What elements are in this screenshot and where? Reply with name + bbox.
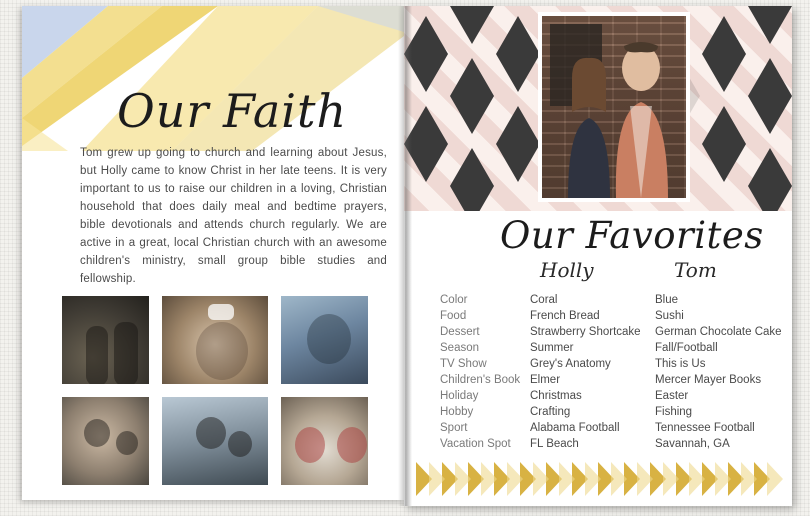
gold-chevron-footer [416, 462, 786, 496]
row-label: Vacation Spot [440, 438, 511, 450]
row-value-tom: Mercer Mayer Books [655, 374, 762, 386]
row-value-tom: German Chocolate Cake [655, 326, 782, 338]
photo-row [60, 294, 370, 386]
row-value-holly: Christmas [530, 390, 582, 402]
chevron-pattern-svg [416, 462, 786, 496]
row-value-holly: Elmer [530, 374, 561, 386]
photo-row [60, 395, 370, 487]
photo-father-and-son-outdoors [160, 395, 270, 487]
row-value-tom: Tennessee Football [655, 422, 755, 434]
photo-couple-at-sunset [60, 294, 151, 386]
right-title-word-our: Our [500, 214, 574, 257]
photo-baby-with-bow [160, 294, 270, 386]
favorites-column-header-holly: Holly [540, 258, 594, 282]
favorites-column-header-tom: Tom [674, 258, 717, 282]
row-value-holly: Alabama Football [530, 422, 620, 434]
photo-man-with-child [279, 294, 370, 386]
left-page [22, 6, 404, 500]
row-value-tom: Sushi [655, 310, 684, 322]
row-value-tom: Easter [655, 390, 689, 402]
table-row [440, 404, 785, 420]
row-label: Season [440, 342, 480, 354]
row-value-tom: Blue [655, 294, 679, 306]
table-row [440, 420, 785, 436]
row-value-tom: Fall/Football [655, 342, 718, 354]
right-page-title [500, 214, 764, 257]
photo-couple-portrait [538, 12, 690, 202]
table-row [440, 372, 785, 388]
left-title-word-our: Our [117, 84, 210, 138]
table-row [440, 388, 785, 404]
right-page-diamond-artwork [404, 6, 792, 211]
table-row [440, 324, 785, 340]
table-row [440, 292, 785, 308]
left-page-body-text: Tom grew up going to church and learning about Jesus, but Holly came to know Christ in her late teens. It is very important to us to raise our children in a loving, Christian household that does daily meal and bedtime prayers, bible devotionals and attends church regularly. We are active in a great, local Christian church with an awesome children's ministry, small group bible studies and fellowship. [80, 147, 387, 285]
table-row [440, 340, 785, 356]
table-row [440, 436, 785, 452]
row-label: Dessert [440, 326, 480, 338]
table-row [440, 356, 785, 372]
photo-twin-babies [279, 395, 370, 487]
row-label: Hobby [440, 406, 474, 418]
row-label: Holiday [440, 390, 479, 402]
row-value-tom: Savannah, GA [655, 438, 730, 450]
right-page [404, 6, 792, 506]
row-label: Sport [440, 422, 468, 434]
row-label: Children's Book [440, 374, 521, 386]
row-value-holly: Strawberry Shortcake [530, 326, 641, 338]
photo-mother-and-son [60, 395, 151, 487]
favorites-table [440, 292, 785, 452]
row-value-holly: Coral [530, 294, 558, 306]
row-label: Food [440, 310, 467, 322]
row-value-tom: Fishing [655, 406, 693, 418]
row-label: Color [440, 294, 468, 306]
row-value-holly: Summer [530, 342, 574, 354]
row-value-holly: FL Beach [530, 438, 579, 450]
row-value-holly: Crafting [530, 406, 571, 418]
left-title-word-faith: Faith [223, 84, 348, 138]
left-page-photo-grid [60, 294, 370, 496]
photo-book-spread [22, 6, 792, 506]
right-title-word-favorites: Favorites [585, 214, 764, 257]
left-page-title [117, 84, 347, 138]
couple-silhouette-svg [542, 16, 686, 198]
row-value-holly: Grey's Anatomy [530, 358, 611, 370]
row-value-tom: This is Us [655, 358, 706, 370]
table-row [440, 308, 785, 324]
row-value-holly: French Bread [530, 310, 600, 322]
row-label: TV Show [440, 358, 487, 370]
